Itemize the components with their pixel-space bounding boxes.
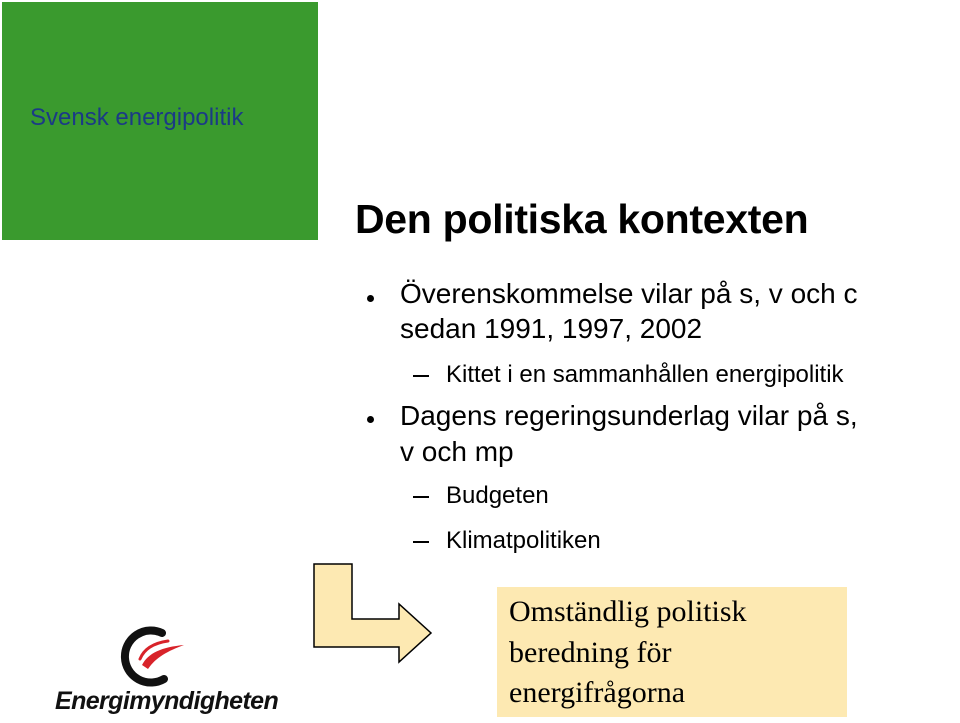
callout-line-2: beredning för bbox=[509, 636, 672, 669]
bent-arrow-icon bbox=[311, 561, 435, 677]
bullet-1-line-2: sedan 1991, 1997, 2002 bbox=[400, 313, 703, 344]
logo-wordmark: Energimyndigheten bbox=[55, 687, 279, 715]
sub-bullet-2-1: Budgeten bbox=[446, 482, 549, 509]
section-title: Svensk energipolitik bbox=[30, 104, 244, 131]
bullet-2-line-1: Dagens regeringsunderlag vilar på s, bbox=[400, 400, 858, 431]
callout-box bbox=[497, 587, 847, 717]
bullet-marker bbox=[367, 416, 374, 423]
sub-bullet-dash bbox=[413, 375, 429, 377]
callout-line-3: energifrågorna bbox=[509, 676, 686, 709]
callout-line-1: Omständlig politisk bbox=[509, 595, 747, 628]
sub-bullet-2-2: Klimatpolitiken bbox=[446, 527, 601, 554]
sub-bullet-dash bbox=[413, 541, 429, 543]
slide-title: Den politiska kontexten bbox=[355, 196, 809, 242]
bullet-1-line-1: Överenskommelse vilar på s, v och c bbox=[400, 278, 858, 309]
sub-bullet-dash bbox=[413, 496, 429, 498]
energimyndigheten-logo-icon bbox=[118, 625, 190, 687]
bullet-marker bbox=[367, 295, 374, 302]
sub-bullet-1-1: Kittet i en sammanhållen energipolitik bbox=[446, 361, 844, 388]
bullet-2-line-2: v och mp bbox=[400, 436, 514, 467]
